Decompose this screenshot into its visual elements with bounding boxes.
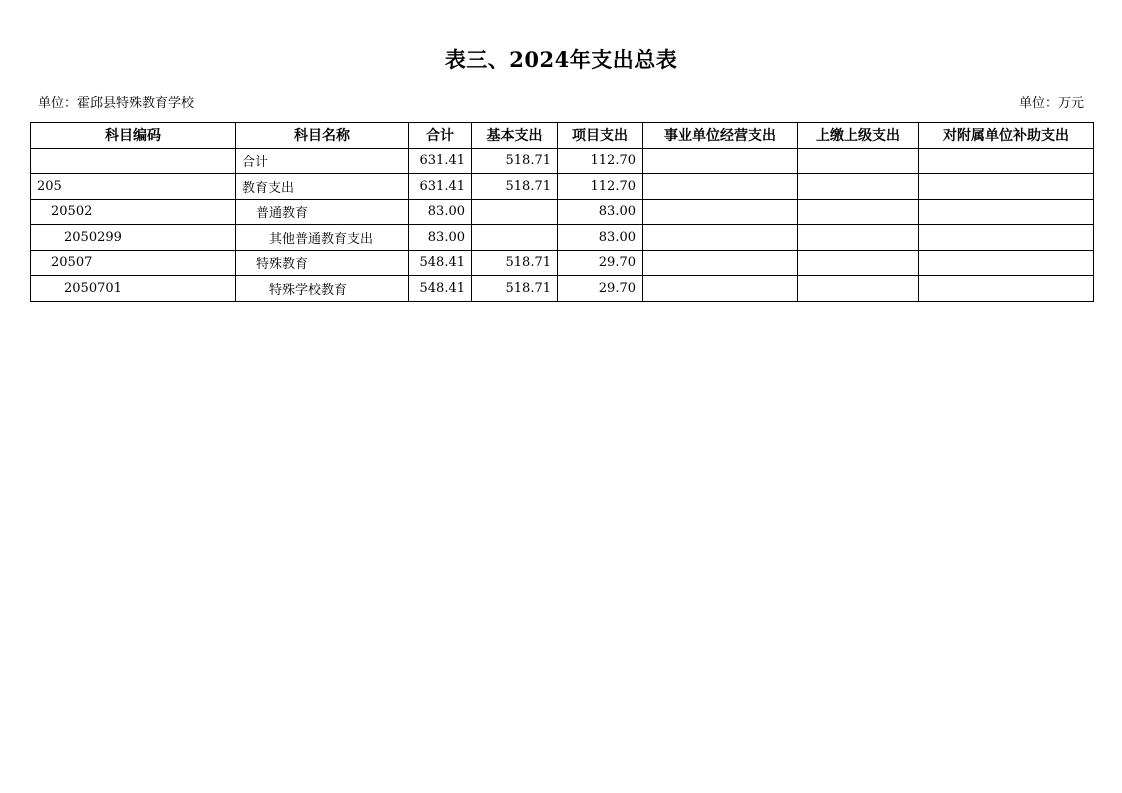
cell-basic [472, 199, 558, 225]
cell-code: 205 [31, 174, 236, 200]
table-row [31, 174, 1094, 200]
cell-name: 普通教育 [236, 199, 409, 225]
header-basic: 基本支出 [472, 123, 558, 149]
unit-organization: 单位：霍邱县特殊教育学校 [38, 96, 195, 111]
cell-subsidy [919, 148, 1094, 174]
cell-upper [798, 250, 919, 276]
cell-total: 631.41 [409, 148, 472, 174]
cell-subsidy [919, 276, 1094, 302]
cell-project: 83.00 [558, 199, 643, 225]
header-code: 科目编码 [31, 123, 236, 149]
cell-subsidy [919, 225, 1094, 251]
cell-basic [472, 225, 558, 251]
cell-project: 83.00 [558, 225, 643, 251]
cell-business [643, 148, 798, 174]
cell-subsidy [919, 199, 1094, 225]
cell-name: 特殊教育 [236, 250, 409, 276]
cell-code [31, 148, 236, 174]
table-row [31, 225, 1094, 251]
cell-total: 631.41 [409, 174, 472, 200]
cell-project: 29.70 [558, 276, 643, 302]
cell-total: 83.00 [409, 225, 472, 251]
header-name: 科目名称 [236, 123, 409, 149]
cell-upper [798, 148, 919, 174]
cell-code: 2050701 [31, 276, 236, 302]
cell-name: 合计 [236, 148, 409, 174]
cell-total: 83.00 [409, 199, 472, 225]
cell-subsidy [919, 174, 1094, 200]
cell-total: 548.41 [409, 250, 472, 276]
cell-name: 特殊学校教育 [236, 276, 409, 302]
cell-upper [798, 276, 919, 302]
header-project: 项目支出 [558, 123, 643, 149]
cell-business [643, 225, 798, 251]
cell-basic: 518.71 [472, 250, 558, 276]
cell-basic: 518.71 [472, 174, 558, 200]
cell-project: 112.70 [558, 174, 643, 200]
header-subsidy: 对附属单位补助支出 [919, 123, 1094, 149]
unit-currency: 单位：万元 [1018, 96, 1084, 111]
header-total: 合计 [409, 123, 472, 149]
cell-project: 112.70 [558, 148, 643, 174]
cell-project: 29.70 [558, 250, 643, 276]
cell-business [643, 250, 798, 276]
table-row [31, 276, 1094, 302]
table-row [31, 199, 1094, 225]
cell-total: 548.41 [409, 276, 472, 302]
cell-upper [798, 199, 919, 225]
cell-name: 其他普通教育支出 [236, 225, 409, 251]
cell-upper [798, 174, 919, 200]
cell-business [643, 174, 798, 200]
cell-subsidy [919, 250, 1094, 276]
cell-basic: 518.71 [472, 276, 558, 302]
cell-business [643, 276, 798, 302]
page-title: 表三、2024年支出总表 [444, 47, 678, 72]
header-upper: 上缴上级支出 [798, 123, 919, 149]
table-header-row [31, 123, 1094, 149]
table-row [31, 148, 1094, 174]
cell-upper [798, 225, 919, 251]
cell-code: 20507 [31, 250, 236, 276]
cell-business [643, 199, 798, 225]
expenditure-table [30, 122, 1094, 302]
table-row [31, 250, 1094, 276]
cell-name: 教育支出 [236, 174, 409, 200]
cell-code: 2050299 [31, 225, 236, 251]
cell-basic: 518.71 [472, 148, 558, 174]
header-business: 事业单位经营支出 [643, 123, 798, 149]
cell-code: 20502 [31, 199, 236, 225]
